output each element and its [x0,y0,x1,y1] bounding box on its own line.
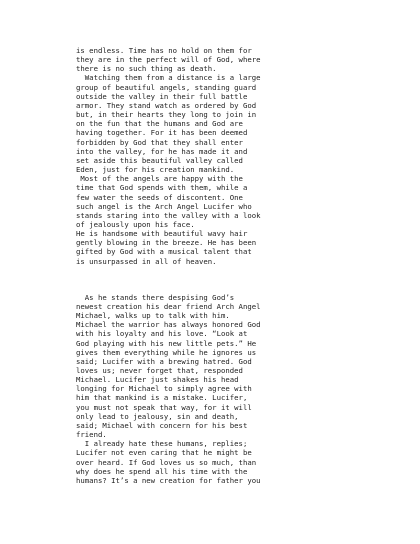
text-line: having together. For it has been deemed [76,128,248,138]
text-line: humans? It’s a new creation for father you [76,475,261,485]
text-line: is endless. Time has no hold on them for [76,46,252,55]
text-line: set aside this beautiful valley called [76,155,243,165]
text-line: said; Michael with concern for his best [76,420,248,430]
text-line: group of beautiful angels, standing guard [76,82,257,92]
text-line: few water the seeds of discontent. One [76,192,243,202]
text-line: As he stands there despising God’s [76,292,235,302]
text-line: Michael the warrior has always honored God [76,320,261,330]
text-line: him that mankind is a mistake. Lucifer, [76,393,248,403]
text-line: Lucifer not even caring that he might be [76,448,252,458]
text-line: God playing with his new little pets.” He [76,338,257,348]
text-line: they are in the perfect will of God, where [76,55,261,65]
text-line: but, in their hearts they long to join in [76,110,257,120]
text-line: He is handsome with beautiful wavy hair [76,229,248,239]
text-line: Watching them from a distance is a large [76,73,261,83]
text-line: over heard. If God loves us so much, than [76,457,257,467]
text-line: I already hate these humans, replies; [76,439,248,449]
text-line: outside the valley in their full battle [76,91,248,101]
text-line: you must not speak that way, for it will [76,402,252,412]
text-line: newest creation his dear friend Arch Angel [76,301,261,311]
text-line: time that God spends with them, while a [76,183,248,193]
text-line: on the fun that the humans and God are [76,119,243,129]
text-line: Eden, just for his creation mankind. [76,165,235,175]
paragraph-2 [76,293,400,485]
text-line: Michael. Lucifer just shakes his head [76,375,239,385]
text-line: gently blowing in the breeze. He has been [76,238,257,248]
text-line: stands staring into the valley with a look [76,210,261,220]
text-line: Most of the angels are happy with the [76,174,243,184]
text-line: said; Lucifer with a brewing hatred. God [76,356,252,366]
text-line: why does he spend all his time with the [76,466,248,476]
text-line: loves us; never forget that, responded [76,366,243,375]
paragraph-gap [76,266,400,293]
text-line: gives them everything while he ignores us [76,347,257,357]
text-line: of jealously upon his face. [76,219,195,229]
text-line: friend. [76,430,107,440]
text-line: is unsurpassed in all of heaven. [76,256,217,266]
text-line: only lead to jealousy, sin and death, [76,411,239,421]
paragraph-1 [76,46,400,266]
text-line: gifted by God with a musical talent that [76,247,252,257]
text-line: forbidden by God that they shall enter [76,137,243,147]
text-line: with his loyalty and his love. “Look at [76,329,248,339]
text-line: armor. They stand watch as ordered by God [76,100,257,110]
text-line: there is no such thing as death. [76,64,217,74]
text-line: longing for Michael to simply agree with [76,384,252,394]
text-line: Michael, walks up to talk with him. [76,311,230,321]
text-line: into the valley, for he has made it and [76,146,248,156]
text-line: such angel is the Arch Angel Lucifer who [76,201,252,211]
